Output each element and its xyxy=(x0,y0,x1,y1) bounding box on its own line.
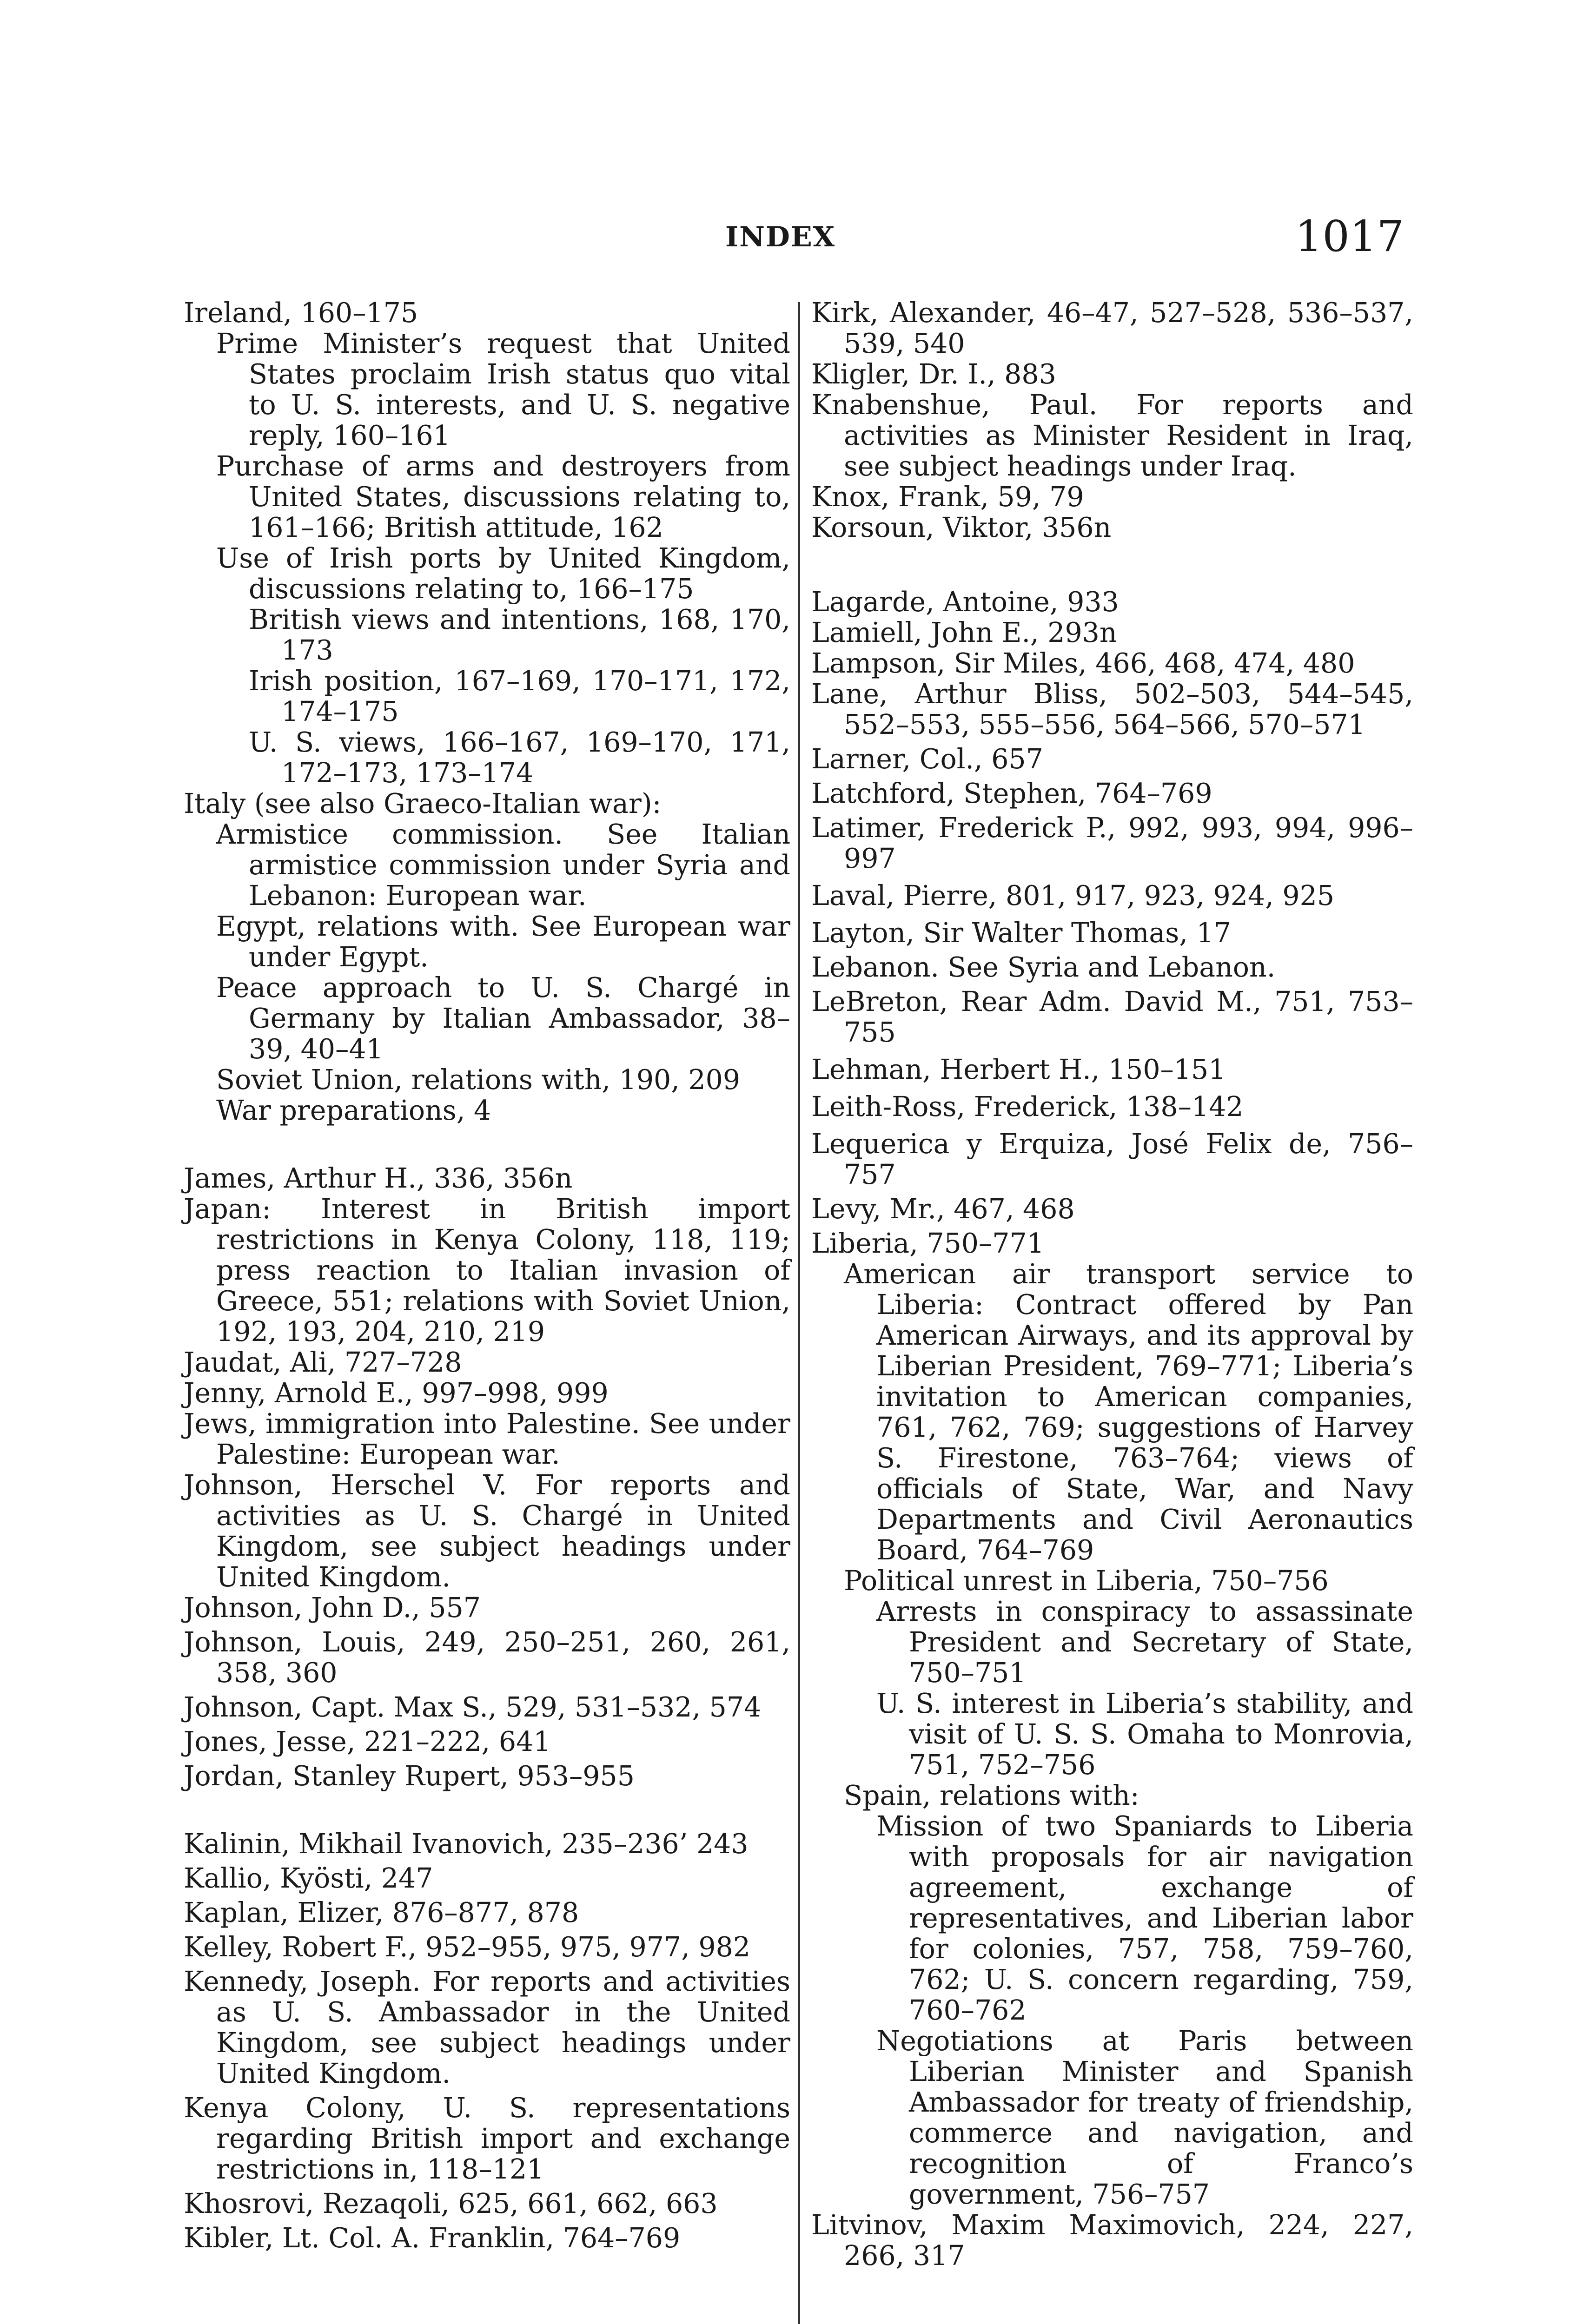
index-entry xyxy=(811,390,1413,482)
entry-text: Lebanon. See Syria and Lebanon. xyxy=(811,951,1276,983)
index-subentry xyxy=(811,1811,1413,2026)
entry-text: Prime Minister’s request that United States proclaim Irish status quo vital to U. S. interests, and U. S. negative reply, 160–161 xyxy=(216,328,790,451)
entry-text: Kenya Colony, U. S. representations regarding British import and exchange restrictions in, 118–121 xyxy=(184,2092,790,2185)
index-entry xyxy=(184,1761,790,1791)
index-subentry xyxy=(184,666,790,727)
index-subentry xyxy=(184,1095,790,1126)
entry-text: Arrests in conspiracy to assassinate President and Secretary of State, 750–751 xyxy=(876,1596,1413,1689)
index-entry xyxy=(184,1194,790,1347)
entry-text: Political unrest in Liberia, 750–756 xyxy=(844,1565,1329,1597)
entry-text: LeBreton, Rear Adm. David M., 751, 753–755 xyxy=(811,986,1413,1048)
index-entry xyxy=(184,1897,790,1928)
index-entry xyxy=(811,587,1413,617)
index-entry xyxy=(811,617,1413,648)
index-entry xyxy=(811,918,1413,948)
index-column-right xyxy=(811,297,1413,2271)
index-entry xyxy=(184,1692,790,1723)
running-head: INDEX xyxy=(725,221,836,253)
entry-text: Litvinov, Maxim Maximovich, 224, 227, 266, 317 xyxy=(811,2209,1413,2271)
entry-text: Leith-Ross, Frederick, 138–142 xyxy=(811,1091,1244,1122)
page-number: 1017 xyxy=(1295,211,1404,261)
index-entry xyxy=(184,1726,790,1757)
index-subentry xyxy=(184,543,790,604)
entry-text: Ireland, 160–175 xyxy=(184,297,418,329)
entry-text: Jones, Jesse, 221–222, 641 xyxy=(184,1726,551,1757)
index-entry xyxy=(184,1863,790,1894)
entry-text: Italy (see also Graeco-Italian war): xyxy=(184,788,662,819)
index-entry xyxy=(184,788,790,819)
index-entry xyxy=(184,1966,790,2089)
entry-text: Latchford, Stephen, 764–769 xyxy=(811,778,1212,809)
index-entry xyxy=(184,1470,790,1592)
entry-text: Purchase of arms and destroyers from United States, discussions relating to, 161–166; British attitude, 162 xyxy=(216,450,790,543)
index-entry xyxy=(811,778,1413,809)
index-entry xyxy=(184,1163,790,1194)
index-entry xyxy=(811,1054,1413,1085)
index-subentry xyxy=(811,1780,1413,1811)
entry-text: Levy, Mr., 467, 468 xyxy=(811,1193,1075,1225)
index-column-left xyxy=(184,297,790,2253)
entry-text: Liberia, 750–771 xyxy=(811,1228,1044,1259)
index-entry xyxy=(811,1228,1413,1259)
entry-text: American air transport service to Liberia: Contract offered by Pan American Airways, and its approval by Liberian President, 769–771; Liberia’s invitation to American companies, 761, 762, 769; suggestions of Harvey S. Firestone, 763–764; views of officials of State, War, and Navy Departments and Civil Aeronautics Board, 764–769 xyxy=(844,1258,1413,1566)
entry-text: Irish position, 167–169, 170–171, 172, 174–175 xyxy=(249,665,790,727)
entry-text: Soviet Union, relations with, 190, 209 xyxy=(216,1064,741,1096)
index-entry xyxy=(811,512,1413,543)
index-entry xyxy=(811,1091,1413,1122)
entry-text: Kelley, Robert F., 952–955, 975, 977, 982 xyxy=(184,1931,751,1963)
entry-text: Kligler, Dr. I., 883 xyxy=(811,358,1056,390)
entry-text: Johnson, Capt. Max S., 529, 531–532, 574 xyxy=(184,1691,762,1723)
index-subentry xyxy=(811,1565,1413,1596)
entry-text: Kaplan, Elizer, 876–877, 878 xyxy=(184,1897,579,1928)
index-entry xyxy=(811,648,1413,679)
entry-text: Lehman, Herbert H., 150–151 xyxy=(811,1054,1226,1085)
index-entry xyxy=(184,2223,790,2253)
entry-text: Jews, immigration into Palestine. See under Palestine: European war. xyxy=(184,1408,790,1470)
entry-text: Jordan, Stanley Rupert, 953–955 xyxy=(184,1760,635,1792)
index-entry xyxy=(811,986,1413,1048)
entry-text: Layton, Sir Walter Thomas, 17 xyxy=(811,917,1231,949)
index-subentry xyxy=(184,604,790,666)
entry-text: Negotiations at Paris between Liberian Minister and Spanish Ambassador for treaty of friendship, commerce and navigation, and recognition of Franco’s government, 756–757 xyxy=(876,2025,1413,2210)
index-entry xyxy=(811,679,1413,740)
entry-text: Spain, relations with: xyxy=(844,1780,1140,1811)
entry-text: Lampson, Sir Miles, 466, 468, 474, 480 xyxy=(811,647,1355,679)
entry-text: Larner, Col., 657 xyxy=(811,743,1043,775)
index-entry xyxy=(811,812,1413,874)
entry-text: Kirk, Alexander, 46–47, 527–528, 536–537, 539, 540 xyxy=(811,297,1413,359)
index-entry xyxy=(811,359,1413,390)
index-entry xyxy=(184,1408,790,1470)
index-subentry xyxy=(184,911,790,972)
entry-text: Lagarde, Antoine, 933 xyxy=(811,586,1119,618)
entry-text: Kennedy, Joseph. For reports and activities as U. S. Ambassador in the United Kingdom, see subject headings under United Kingdom. xyxy=(184,1966,790,2089)
entry-text: Mission of two Spaniards to Liberia with proposals for air navigation agreement, exchange of representatives, and Liberian labor for colonies, 757, 758, 759–760, 762; U. S. concern regarding, 759, 760–762 xyxy=(876,1810,1413,2026)
entry-text: Peace approach to U. S. Chargé in Germany by Italian Ambassador, 38–39, 40–41 xyxy=(216,972,790,1065)
index-subentry xyxy=(184,1064,790,1095)
index-subentry xyxy=(811,1259,1413,1565)
index-subentry xyxy=(811,1688,1413,1780)
entry-text: Armistice commission. See Italian armistice commission under Syria and Lebanon: European war. xyxy=(216,819,790,911)
index-entry xyxy=(811,2210,1413,2271)
index-entry xyxy=(184,2093,790,2185)
index-subentry xyxy=(811,1596,1413,1688)
index-entry xyxy=(811,1194,1413,1224)
index-entry xyxy=(184,1627,790,1688)
entry-text: Japan: Interest in British import restrictions in Kenya Colony, 118, 119; press reaction to Italian invasion of Greece, 551; relations with Soviet Union, 192, 193, 204, 210, 219 xyxy=(184,1193,790,1347)
entry-text: Lane, Arthur Bliss, 502–503, 544–545, 552–553, 555–556, 564–566, 570–571 xyxy=(811,678,1413,740)
entry-text: Kalinin, Mikhail Ivanovich, 235–236’ 243 xyxy=(184,1828,749,1860)
entry-text: Korsoun, Viktor, 356n xyxy=(811,512,1112,543)
entry-text: War preparations, 4 xyxy=(216,1095,491,1126)
index-subentry xyxy=(184,972,790,1064)
entry-text: Lequerica y Erquiza, José Felix de, 756–757 xyxy=(811,1128,1413,1190)
entry-text: U. S. interest in Liberia’s stability, and visit of U. S. S. Omaha to Monrovia, 751, 752–756 xyxy=(876,1688,1413,1781)
index-entry xyxy=(184,1592,790,1623)
entry-text: British views and intentions, 168, 170, 173 xyxy=(249,604,790,666)
entry-text: Johnson, Herschel V. For reports and activities as U. S. Chargé in United Kingdom, see subject headings under United Kingdom. xyxy=(184,1469,790,1593)
entry-text: Knabenshue, Paul. For reports and activities as Minister Resident in Iraq, see subject headings under Iraq. xyxy=(811,389,1413,482)
entry-text: Jaudat, Ali, 727–728 xyxy=(184,1347,462,1378)
index-subentry xyxy=(184,819,790,911)
index-subentry xyxy=(184,727,790,788)
entry-text: Johnson, Louis, 249, 250–251, 260, 261, 358, 360 xyxy=(184,1626,790,1689)
index-subentry xyxy=(811,2026,1413,2210)
entry-text: Khosrovi, Rezaqoli, 625, 661, 662, 663 xyxy=(184,2188,718,2219)
index-subentry xyxy=(184,328,790,451)
index-entry xyxy=(184,2188,790,2219)
entry-text: James, Arthur H., 336, 356n xyxy=(184,1162,573,1194)
entry-text: Johnson, John D., 557 xyxy=(184,1592,481,1624)
entry-text: Kallio, Kyösti, 247 xyxy=(184,1862,433,1894)
entry-text: U. S. views, 166–167, 169–170, 171, 172–173, 173–174 xyxy=(249,726,790,789)
entry-text: Laval, Pierre, 801, 917, 923, 924, 925 xyxy=(811,880,1335,911)
index-entry xyxy=(184,1378,790,1408)
entry-text: Knox, Frank, 59, 79 xyxy=(811,481,1084,513)
entry-text: Lamiell, John E., 293n xyxy=(811,617,1117,648)
column-divider xyxy=(798,302,800,2324)
entry-text: Latimer, Frederick P., 992, 993, 994, 996–997 xyxy=(811,812,1413,874)
entry-text: Kibler, Lt. Col. A. Franklin, 764–769 xyxy=(184,2222,681,2254)
index-entry xyxy=(811,744,1413,774)
index-entry xyxy=(811,1129,1413,1190)
index-entry xyxy=(184,1347,790,1378)
entry-text: Use of Irish ports by United Kingdom, discussions relating to, 166–175 xyxy=(216,542,790,605)
index-entry xyxy=(811,880,1413,911)
index-entry xyxy=(184,297,790,328)
index-entry xyxy=(811,482,1413,512)
index-entry xyxy=(811,297,1413,359)
entry-text: Jenny, Arnold E., 997–998, 999 xyxy=(184,1377,609,1409)
index-entry xyxy=(184,1932,790,1962)
index-subentry xyxy=(184,451,790,543)
entry-text: Egypt, relations with. See European war under Egypt. xyxy=(216,911,790,973)
index-entry xyxy=(184,1829,790,1859)
page-header xyxy=(0,211,1590,263)
index-entry xyxy=(811,952,1413,983)
